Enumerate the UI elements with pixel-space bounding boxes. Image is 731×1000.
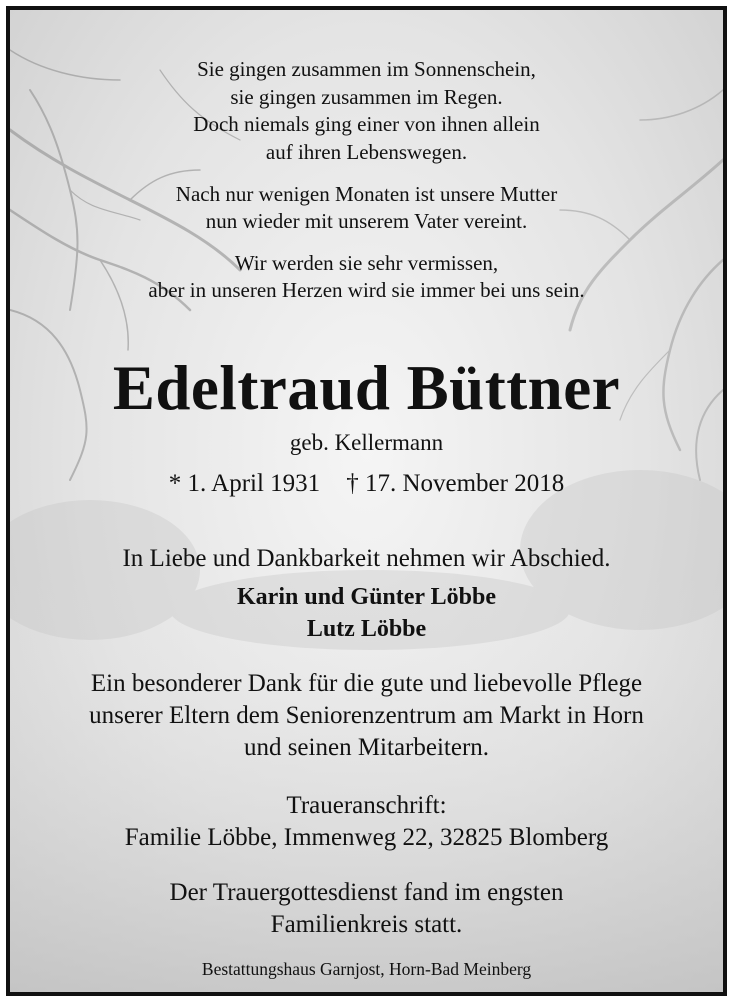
service-line: Der Trauergottesdienst fand im engsten bbox=[169, 879, 564, 906]
thanks-text bbox=[10, 668, 723, 764]
thanks-line: unserer Eltern dem Seniorenzentrum am Markt in Horn bbox=[89, 702, 644, 729]
address-line: Familie Löbbe, Immenweg 22, 32825 Blomberg bbox=[124, 824, 609, 851]
funeral-service-note bbox=[10, 877, 723, 941]
poem-line: auf ihren Lebenswegen. bbox=[265, 139, 468, 164]
thanks-line: und seinen Mitarbeitern. bbox=[243, 734, 490, 761]
deceased-name: Edeltraud Büttner bbox=[112, 353, 621, 423]
poem-stanza-3 bbox=[10, 250, 723, 304]
farewell-text: In Liebe und Dankbarkeit nehmen wir Abschied. bbox=[122, 545, 611, 572]
address-label: Traueranschrift: bbox=[286, 792, 447, 819]
obituary-content bbox=[10, 10, 723, 992]
maiden-name: geb. Kellermann bbox=[289, 430, 444, 455]
poem-line: aber in unseren Herzen wird sie immer bei uns sein. bbox=[148, 278, 585, 302]
poem-line: Wir werden sie sehr vermissen, bbox=[234, 251, 499, 275]
funeral-home: Bestattungshaus Garnjost, Horn-Bad Meinberg bbox=[201, 959, 532, 979]
life-dates bbox=[10, 468, 723, 500]
poem-line: nun wieder mit unserem Vater vereint. bbox=[205, 209, 528, 233]
mourner-name: Lutz Löbbe bbox=[306, 616, 427, 642]
thanks-line: Ein besonderer Dank für die gute und liebevolle Pflege bbox=[90, 670, 643, 697]
mourner-name: Karin und Günter Löbbe bbox=[237, 584, 496, 610]
poem-line: sie gingen zusammen im Regen. bbox=[230, 84, 503, 109]
mourning-address bbox=[10, 790, 723, 854]
mourners bbox=[10, 581, 723, 645]
death-date: † 17. November 2018 bbox=[346, 470, 565, 497]
poem-stanza-1 bbox=[10, 56, 723, 166]
poem-line: Doch niemals ging einer von ihnen allein bbox=[193, 112, 540, 136]
obituary-frame bbox=[6, 6, 727, 996]
poem-line: Sie gingen zusammen im Sonnenschein, bbox=[197, 57, 536, 81]
poem-stanza-2 bbox=[10, 181, 723, 235]
poem-line: Nach nur wenigen Monaten ist unsere Mutter bbox=[175, 182, 558, 206]
service-line: Familienkreis statt. bbox=[270, 911, 463, 938]
birth-date: * 1. April 1931 bbox=[168, 470, 321, 497]
